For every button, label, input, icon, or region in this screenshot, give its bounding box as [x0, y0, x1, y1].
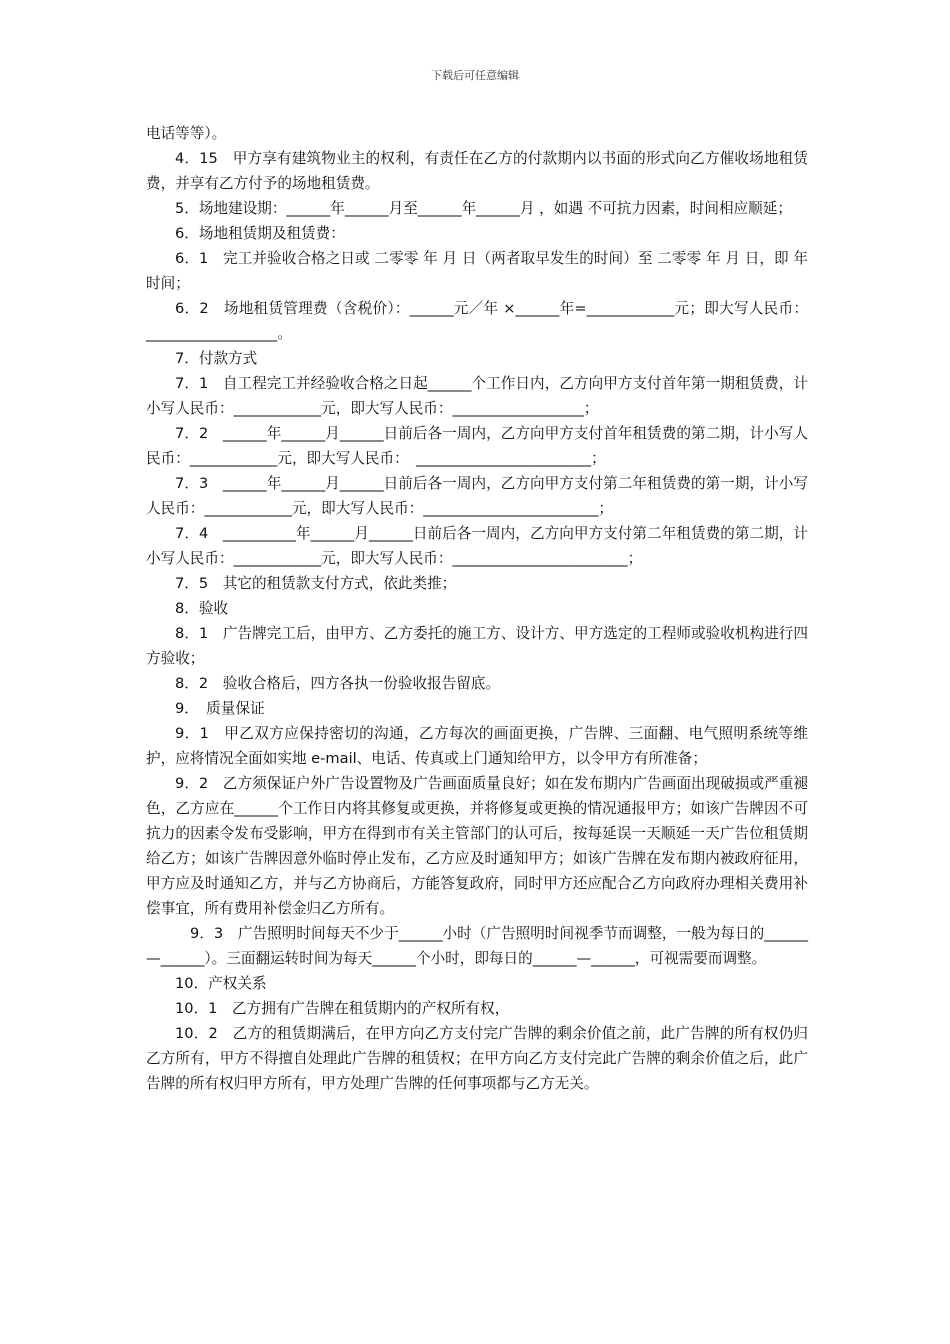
clause-7-4: 7．4 __________年______月______日前后各一周内，乙方向甲方支付第二年租赁费的第二期，计小写人民币：____________元，即大写人民币：________________________； [146, 525, 808, 567]
page-header: 下载后可任意编辑 [431, 69, 519, 82]
clause-6-2: 6．2 场地租赁管理费（含税价）：______元／年 ×______年=____________元；即大写人民币：__________________。 [146, 300, 808, 342]
clause-7-5: 7．5 其它的租赁款支付方式，依此类推； [175, 575, 457, 592]
clause-7-heading: 7．付款方式 [175, 350, 258, 367]
clause-7-3: 7．3 ______年______月______日前后各一周内，乙方向甲方支付第二年租赁费的第一期，计小写人民币：____________元，即大写人民币：________________________； [146, 475, 808, 517]
clause-4-15: 4．15 甲方享有建筑物业主的权利，有责任在乙方的付款期内以书面的形式向乙方催收场地租赁费，并享有乙方付予的场地租赁费。 [146, 150, 808, 192]
clause-8-1: 8．1 广告牌完工后，由甲方、乙方委托的施工方、设计方、甲方选定的工程师或验收机构进行四方验收； [146, 625, 808, 667]
clause-10-1: 10．1 乙方拥有广告牌在租赁期内的产权所有权， [175, 1000, 510, 1017]
clause-7-2: 7．2 ______年______月______日前后各一周内，乙方向甲方支付首年租赁费的第二期，计小写人民币：____________元，即大写人民币： ________________________； [146, 425, 808, 467]
clause-6: 6．场地租赁期及租赁费： [175, 225, 345, 242]
clause-9-3: 9．3 广告照明时间每天不少于______小时（广告照明时间视季节而调整，一般为每日的______—______）。三面翻运转时间为每天______个小时，即每日的______—______，可视需要而调整。 [146, 925, 808, 967]
clause-8-heading: 8．验收 [175, 600, 229, 617]
paragraph: 电话等等）。 [146, 125, 227, 142]
clause-9-2: 9．2 乙方须保证户外广告设置物及广告画面质量良好；如在发布期内广告画面出现破损或严重褪色，乙方应在______个工作日内将其修复或更换，并将修复或更换的情况通报甲方；如该广告牌因不可抗力的因素令发布受影响，甲方在得到市有关主管部门的认可后，按每延误一天顺延一天广告位租赁期给乙方；如该广告牌因意外临时停止发布，乙方应及时通知甲方；如该广告牌在发布期内被政府征用，甲方应及时通知乙方，并与乙方协商后，方能答复政府，同时甲方还应配合乙方向政府办理相关费用补偿事宜，所有费用补偿金归乙方所有。 [146, 775, 808, 917]
clause-10-heading: 10．产权关系 [175, 975, 267, 992]
clause-9-1: 9．1 甲乙双方应保持密切的沟通，乙方每次的画面更换，广告牌、三面翻、电气照明系统等维护，应将情况全面如实地 e-mail、电话、传真或上门通知给甲方，以令甲方有所准备； [146, 725, 808, 767]
document-body [146, 121, 808, 1096]
clause-7-1: 7．1 自工程完工并经验收合格之日起______个工作日内，乙方向甲方支付首年第一期租赁费，计小写人民币：____________元，即大写人民币：__________________； [146, 375, 808, 417]
clause-8-2: 8．2 验收合格后，四方各执一份验收报告留底。 [175, 675, 501, 692]
clause-9-heading: 9． 质量保证 [175, 700, 265, 717]
clause-6-1: 6．1 完工并验收合格之日或 二零零 年 月 日（两者取早发生的时间）至 二零零 年 月 日，即 年时间； [146, 250, 808, 292]
clause-5: 5．场地建设期：______年______月至______年______月 ，如遇 不可抗力因素，时间相应顺延； [175, 200, 792, 217]
clause-10-2: 10．2 乙方的租赁期满后，在甲方向乙方支付完广告牌的剩余价值之前，此广告牌的所有权仍归乙方所有，甲方不得擅自处理此广告牌的租赁权；在甲方向乙方支付完此广告牌的剩余价值之后，此广告牌的所有权归甲方所有，甲方处理广告牌的任何事项都与乙方无关。 [146, 1025, 808, 1092]
